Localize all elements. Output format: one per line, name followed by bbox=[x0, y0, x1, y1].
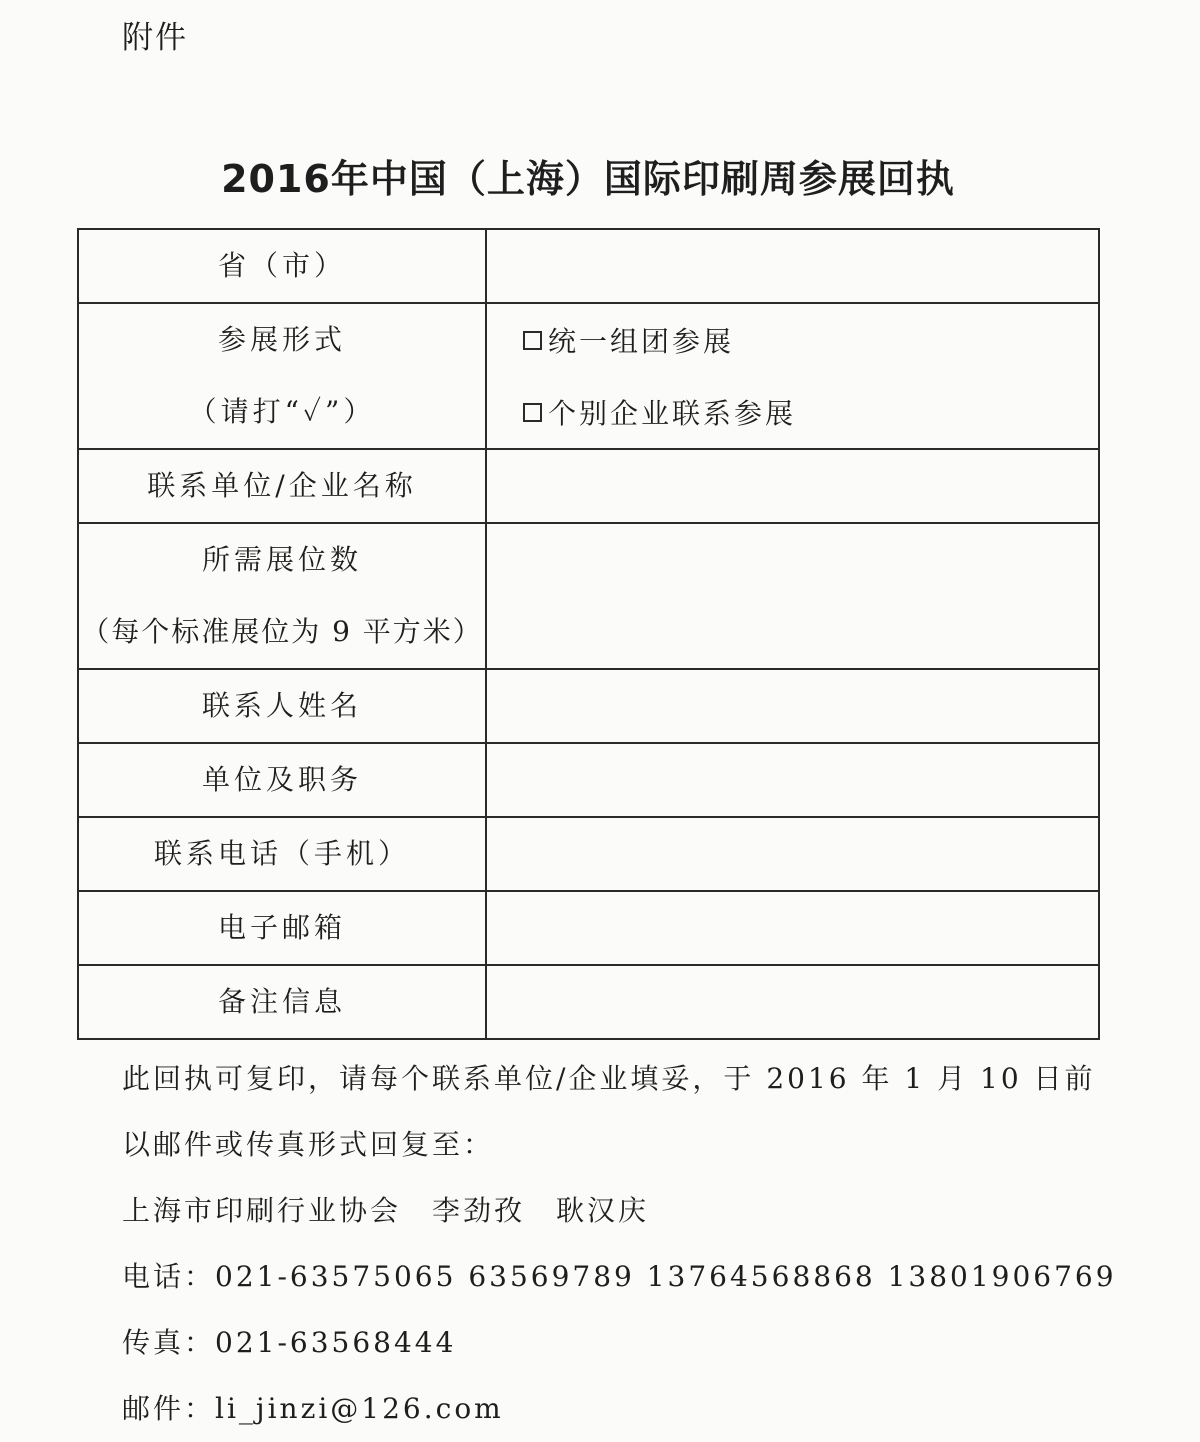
document-title: 2016年中国（上海）国际印刷周参展回执 bbox=[221, 157, 955, 201]
registration-form-table bbox=[77, 228, 1100, 1040]
booth-label-line1: 所需展位数 bbox=[201, 543, 362, 576]
form-row-province bbox=[78, 229, 1099, 303]
position-label: 单位及职务 bbox=[78, 743, 486, 817]
option-individual-checkbox[interactable] bbox=[523, 403, 542, 422]
option-group-row[interactable] bbox=[487, 304, 1098, 376]
phone-field[interactable] bbox=[486, 817, 1099, 891]
contact-name-label: 联系人姓名 bbox=[78, 669, 486, 743]
booth-field[interactable] bbox=[486, 523, 1099, 669]
option-group-label: 统一组团参展 bbox=[548, 325, 735, 358]
form-row-participation bbox=[78, 303, 1099, 449]
participation-options bbox=[486, 303, 1099, 449]
footer-email: 邮件：li_jinzi@126.com bbox=[122, 1392, 504, 1425]
form-row-remarks bbox=[78, 965, 1099, 1039]
position-field[interactable] bbox=[486, 743, 1099, 817]
booth-label bbox=[78, 523, 486, 669]
footer-instruction-line1: 此回执可复印，请每个联系单位/企业填妥，于 2016 年 1 月 10 日前 bbox=[122, 1062, 1096, 1095]
form-row-contact-name bbox=[78, 669, 1099, 743]
form-row-booth bbox=[78, 523, 1099, 669]
phone-label: 联系电话（手机） bbox=[78, 817, 486, 891]
contact-name-field[interactable] bbox=[486, 669, 1099, 743]
remarks-label: 备注信息 bbox=[78, 965, 486, 1039]
option-individual-row[interactable] bbox=[487, 376, 1098, 448]
participation-label-line1: 参展形式 bbox=[217, 323, 346, 356]
remarks-field[interactable] bbox=[486, 965, 1099, 1039]
footer-contacts: 上海市印刷行业协会 李劲孜 耿汉庆 bbox=[122, 1194, 650, 1227]
footer-notes bbox=[122, 1046, 1122, 1442]
company-label: 联系单位/企业名称 bbox=[78, 449, 486, 523]
attachment-label: 附件 bbox=[122, 20, 188, 56]
form-row-phone bbox=[78, 817, 1099, 891]
option-individual-label: 个别企业联系参展 bbox=[548, 397, 797, 430]
form-row-position bbox=[78, 743, 1099, 817]
province-field[interactable] bbox=[486, 229, 1099, 303]
email-label: 电子邮箱 bbox=[78, 891, 486, 965]
email-field[interactable] bbox=[486, 891, 1099, 965]
form-row-company bbox=[78, 449, 1099, 523]
footer-instruction-line2: 以邮件或传真形式回复至： bbox=[122, 1128, 495, 1161]
company-field[interactable] bbox=[486, 449, 1099, 523]
participation-label bbox=[78, 303, 486, 449]
participation-label-line2: （请打“✓”） bbox=[188, 395, 376, 428]
footer-phone: 电话：021-63575065 63569789 13764568868 13801906769 bbox=[122, 1260, 1117, 1293]
booth-label-line2: （每个标准展位为 9 平方米） bbox=[81, 615, 483, 648]
footer-fax: 传真：021-63568444 bbox=[122, 1326, 457, 1359]
province-label: 省（市） bbox=[78, 229, 486, 303]
form-row-email bbox=[78, 891, 1099, 965]
option-group-checkbox[interactable] bbox=[523, 331, 542, 350]
